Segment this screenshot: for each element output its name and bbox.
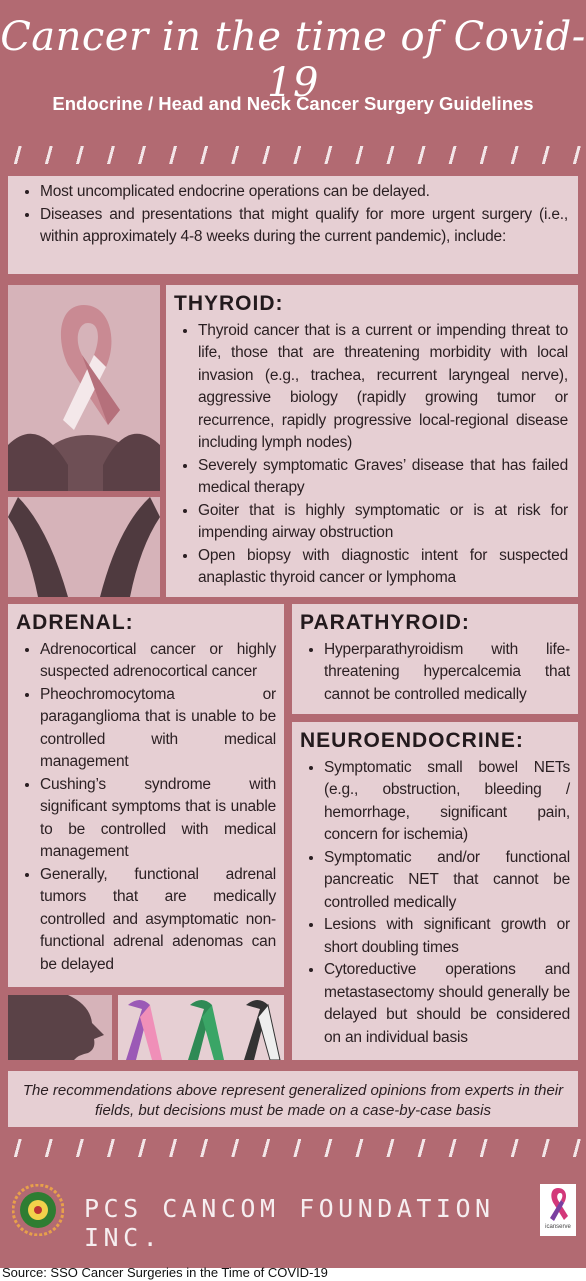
neuroendocrine-item: • Cytoreductive operations and metastasectomy should generally be delayed but should be considered on an individual basis [324,959,570,1049]
parathyroid-panel [292,604,578,714]
logo-caption: icanserve [545,1224,571,1230]
thyroid-panel [166,285,578,597]
organization-name: PCS CANCOM FOUNDATION INC. [84,1194,495,1252]
neuroendocrine-panel [292,722,578,1060]
hatch-divider-bottom [0,1139,586,1157]
adrenal-item: • Pheochromocytoma or paraganglioma that is unable to be controlled with medical management [40,684,276,774]
disclaimer-note: The recommendations above represent generalized opinions from experts in their fields, but decisions must be made on a case-by-case basis [8,1071,578,1127]
adrenal-item: • Generally, functional adrenal tumors that are medically controlled and asymptomatic non-functional adrenal adenomas can be delayed [40,864,276,977]
thyroid-item: • Open biopsy with diagnostic intent for suspected anaplastic thyroid cancer or lymphoma [198,545,568,590]
awareness-ribbon-illustration [8,285,160,491]
neuroendocrine-item: • Lesions with significant growth or short doubling times [324,914,570,959]
icanserve-ribbon-logo [540,1184,576,1236]
neuroendocrine-item: • Symptomatic small bowel NETs (e.g., obstruction, bleeding / hemorrhage, significant pain, concern for ischemia) [324,757,570,847]
thyroid-item: • Thyroid cancer that is a current or impending threat to life, those that are threatening morbidity with local invasion (e.g., trachea, recurrent laryngeal nerve), aggressive biology (rapidly growing tumor or recurrence, rapidly progressive local-regional disease including lymph nodes) [198,320,568,455]
colored-ribbons-illustration [118,995,284,1060]
neuroendocrine-item: • Symptomatic and/or functional pancreatic NET that cannot be controlled medically [324,847,570,915]
neuroendocrine-heading: NEUROENDOCRINE: [300,729,524,752]
source-citation: Source: SSO Cancer Surgeries in the Time of COVID-19 [2,1265,328,1280]
page-title: Cancer in the time of Covid-19 [0,14,586,106]
thyroid-item: • Severely symptomatic Graves’ disease that has failed medical therapy [198,455,568,500]
intro-item: • Diseases and presentations that might qualify for more urgent surgery (i.e., within approximately 4-8 weeks during the current pandemic), include: [40,204,568,249]
parathyroid-heading: PARATHYROID: [300,611,470,634]
adrenal-item: • Adrenocortical cancer or highly suspected adrenocortical cancer [40,639,276,684]
thyroid-item: • Goiter that is highly symptomatic or is at risk for impending airway obstruction [198,500,568,545]
hands-illustration [8,497,160,597]
head-profile-illustration [8,995,112,1060]
page-subtitle: Endocrine / Head and Neck Cancer Surgery Guidelines [52,93,534,114]
adrenal-heading: ADRENAL: [16,611,134,634]
parathyroid-item: • Hyperparathyroidism with life-threatening hypercalcemia that cannot be controlled medically [324,639,570,707]
adrenal-item: • Cushing’s syndrome with significant symptoms that is unable to be controlled with medical management [40,774,276,864]
foundation-seal-logo [12,1184,64,1236]
thyroid-heading: THYROID: [174,292,284,315]
adrenal-panel [8,604,284,987]
hatch-divider-top [0,146,586,164]
intro-item: • Most uncomplicated endocrine operations can be delayed. [40,181,568,204]
intro-panel [8,176,578,274]
